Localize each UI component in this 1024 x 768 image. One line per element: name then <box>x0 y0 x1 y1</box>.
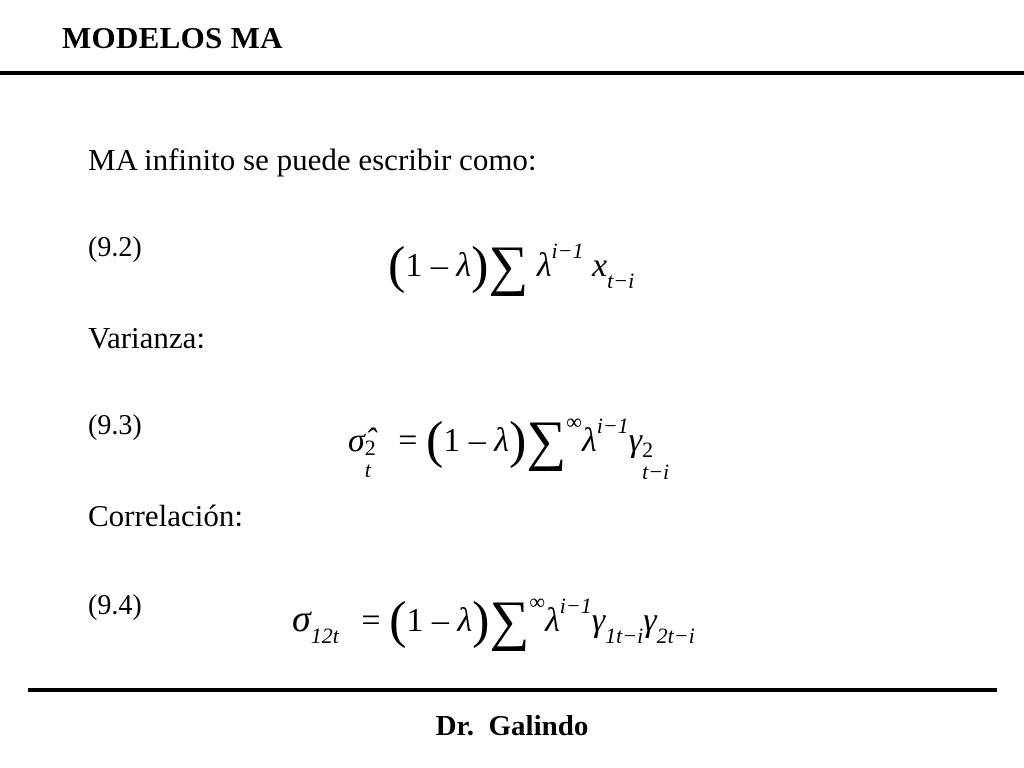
slide-title: MODELOS MA <box>62 20 283 55</box>
open-paren: ( <box>425 412 444 469</box>
minus: – <box>431 602 449 639</box>
equals: = <box>361 602 381 639</box>
exponent: i−1 <box>596 413 629 438</box>
equation-9-3 <box>348 405 669 483</box>
close-paren: ) <box>471 237 489 294</box>
summation-symbol: ∑ <box>526 410 567 472</box>
bottom-divider <box>28 688 997 692</box>
close-paren: ) <box>509 412 527 469</box>
footer-author <box>0 710 1024 743</box>
subscript: 2t−i <box>656 623 695 648</box>
author-name: Dr. Galindo <box>435 710 589 742</box>
open-paren: ( <box>388 237 406 294</box>
sigma: σ <box>292 598 311 640</box>
equation-9-2 <box>388 230 635 297</box>
infinity: ∞ <box>529 589 546 614</box>
gamma: γ <box>628 422 643 459</box>
one: 1 <box>443 422 461 459</box>
top-divider <box>0 71 1024 75</box>
intro-text: MA infinito se puede escribir como: <box>88 142 537 177</box>
exponent: i−1 <box>551 238 584 263</box>
x-variable: x <box>592 247 608 284</box>
superscript-2: 2 <box>364 435 376 460</box>
one: 1 <box>405 247 423 284</box>
subscript: 1t−i <box>605 623 644 648</box>
minus: – <box>430 247 448 284</box>
equation-9-4 <box>292 585 695 652</box>
exponent: i−1 <box>559 593 592 618</box>
open-paren: ( <box>389 592 407 649</box>
lambda: λ <box>494 422 510 459</box>
equation-label-9-2: (9.2) <box>88 232 142 263</box>
subscript-t: t <box>364 457 371 482</box>
gamma: γ <box>591 602 606 639</box>
subscript: t−i <box>607 268 635 293</box>
lambda: λ <box>536 247 552 284</box>
section-varianza: Varianza: <box>88 320 206 355</box>
equation-label-9-4: (9.4) <box>88 590 142 621</box>
minus: – <box>468 422 486 459</box>
subscript: t−i <box>642 459 670 484</box>
subscript-12t: 12t <box>310 623 339 648</box>
gamma: γ <box>643 602 657 639</box>
equals: = <box>398 422 418 459</box>
equation-label-9-3: (9.3) <box>88 410 142 441</box>
lambda: λ <box>457 602 473 639</box>
sigma-hat: σ̂ <box>348 422 365 459</box>
one: 1 <box>406 602 424 639</box>
summation-symbol: ∑ <box>489 590 530 652</box>
section-correlacion: Correlación: <box>88 498 243 533</box>
lambda: λ <box>545 602 560 639</box>
superscript-2: 2 <box>642 437 654 462</box>
close-paren: ) <box>472 592 490 649</box>
lambda: λ <box>456 247 472 284</box>
summation-symbol: ∑ <box>488 235 529 297</box>
lambda: λ <box>581 422 597 459</box>
infinity: ∞ <box>566 409 582 434</box>
